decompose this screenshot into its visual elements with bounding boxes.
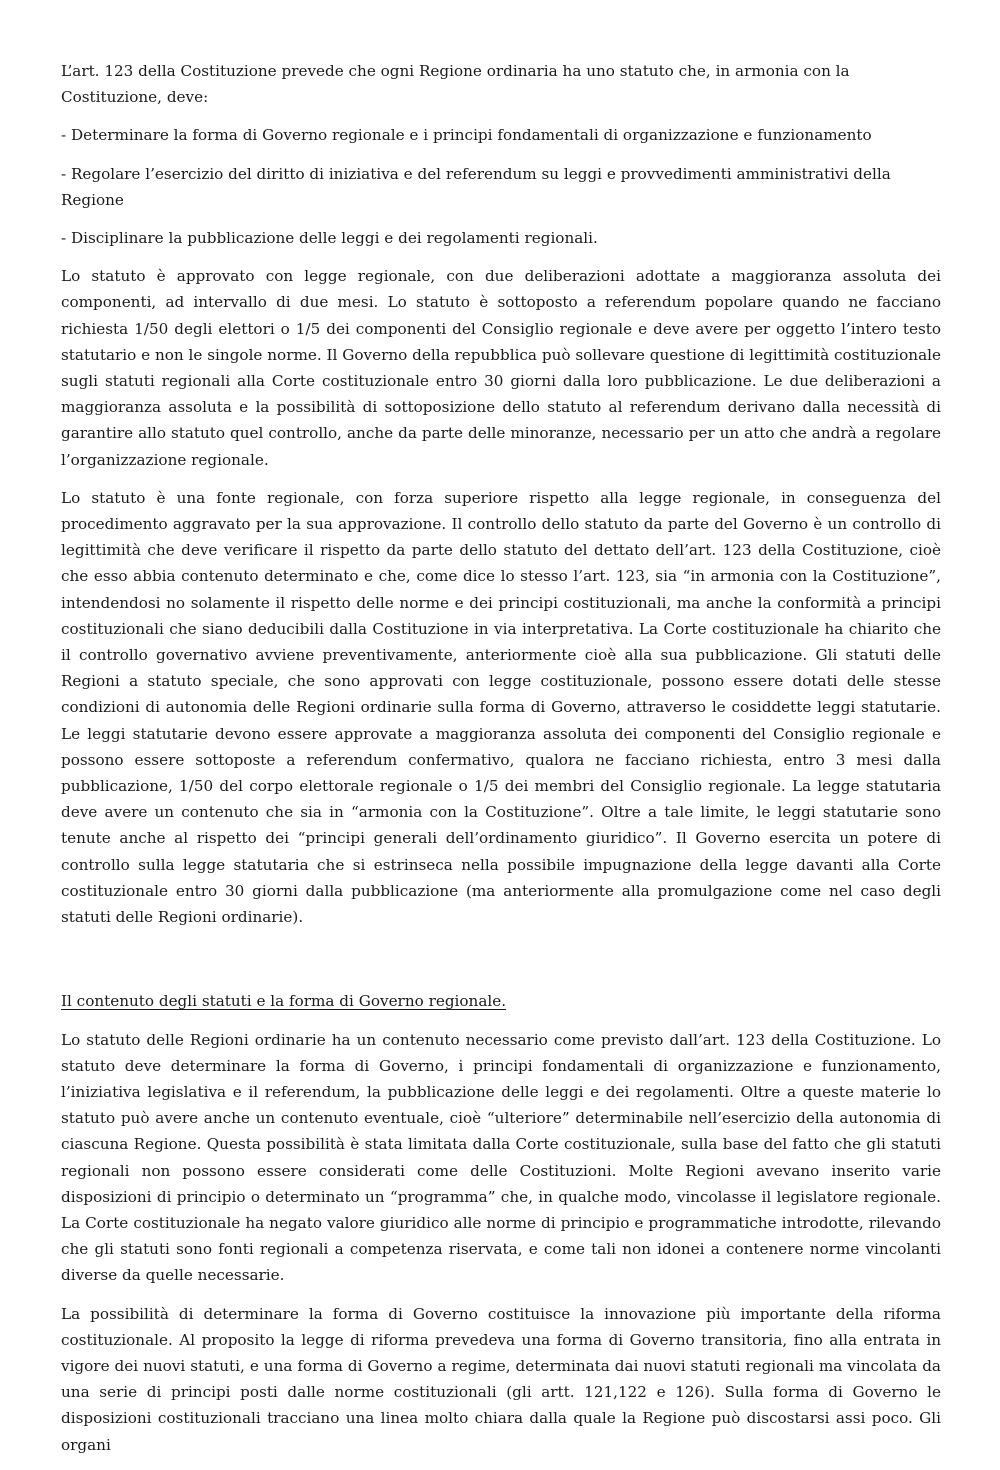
- body-paragraph: Lo statuto è una fonte regionale, con forza superiore rispetto alla legge regionale, in conseguenza del procedimento aggravato per la sua approvazione. Il controllo dello statuto da parte del Governo è un controllo di legittimità che deve verificare il rispetto da parte dello statuto del dettato dell’art. 123 della Costituzione, cioè che esso abbia contenuto determinato e che, come dice lo stesso l’art. 123, sia “in armonia con la Costituzione”, intendendosi no solamente il rispetto delle norme e dei principi costituzionali, ma anche la conformità a principi costituzionali che siano deducibili dalla Costituzione in via interpretativa. La Corte costituzionale ha chiarito che il controllo governativo avviene preventivamente, anteriormente cioè alla sua pubblicazione. Gli statuti delle Regioni a statuto speciale, che sono approvati con legge costituzionale, possono essere dotati delle stesse condizioni di autonomia delle Regioni ordinarie sulla forma di Governo, attraverso le cosiddette leggi statutarie. Le leggi statutarie devono essere approvate a maggioranza assoluta dei componenti del Consiglio regionale e possono essere sottoposte a referendum confermativo, qualora ne facciano richiesta, entro 3 mesi dalla pubblicazione, 1/50 del corpo elettorale regionale o 1/5 dei membri del Consiglio regionale. La legge statutaria deve avere un contenuto che sia in “armonia con la Costituzione”. Oltre a tale limite, le leggi statutarie sono tenute anche al rispetto dei “principi generali dell’ordinamento giuridico”. Il Governo esercita un potere di controllo sulla legge statutaria che si estrinseca nella possibile impugnazione della legge davanti alla Corte costituzionale entro 30 giorni dalla pubblicazione (ma anteriormente alla promulgazione come nel caso degli statuti delle Regioni ordinarie).: [61, 488, 941, 927]
- body-paragraph: Lo statuto delle Regioni ordinarie ha un contenuto necessario come previsto dall’art. 123 della Costituzione. Lo statuto deve determinare la forma di Governo, i principi fondamentali di organizzazione e funzionamento, l’iniziativa legislativa e il referendum, la pubblicazione delle leggi e dei regolamenti. Oltre a queste materie lo statuto può avere anche un contenuto eventuale, cioè “ulteriore” determinabile nell’esercizio della autonomia di ciascuna Regione. Questa possibilità è stata limitata dalla Corte costituzionale, sulla base del fatto che gli statuti regionali non possono essere considerati come delle Costituzioni. Molte Regioni avevano inserito varie disposizioni di principio o determinato un “programma” che, in qualche modo, vincolasse il legislatore regionale. La Corte costituzionale ha negato valore giuridico alle norme di principio e programmatiche introdotte, rilevando che gli statuti sono fonti regionali a competenza riservata, e come tali non idonei a contenere norme vincolanti diverse da quelle necessarie.: [61, 1030, 941, 1285]
- list-item: - Regolare l’esercizio del diritto di iniziativa e del referendum su leggi e provvedimenti amministrativi della Regione: [61, 164, 891, 209]
- list-item: - Disciplinare la pubblicazione delle leggi e dei regolamenti regionali.: [61, 229, 598, 248]
- list-item: - Determinare la forma di Governo regionale e i principi fondamentali di organizzazione e funzionamento: [61, 126, 872, 145]
- body-paragraph: Lo statuto è approvato con legge regionale, con due deliberazioni adottate a maggioranza assoluta dei componenti, ad intervallo di due mesi. Lo statuto è sottoposto a referendum popolare quando ne facciano richiesta 1/50 degli elettori o 1/5 dei componenti del Consiglio regionale e deve avere per oggetto l’intero testo statutario e non le singole norme. Il Governo della repubblica può sollevare questione di legittimità costituzionale sugli statuti regionali alla Corte costituzionale entro 30 giorni dalla loro pubblicazione. Le due deliberazioni a maggioranza assoluta e la possibilità di sottoposizione dello statuto al referendum derivano dalla necessità di garantire allo statuto quel controllo, anche da parte delle minoranze, necessario per un atto che andrà a regolare l’organizzazione regionale.: [61, 267, 941, 469]
- body-paragraph: La possibilità di determinare la forma di Governo costituisce la innovazione più importante della riforma costituzionale. Al proposito la legge di riforma prevedeva una forma di Governo transitoria, fino alla entrata in vigore dei nuovi statuti, e una forma di Governo a regime, determinata dai nuovi statuti regionali ma vincolata da una serie di principi posti dalle norme costituzionali (gli artt. 121,122 e 126). Sulla forma di Governo le disposizioni costituzionali tracciano una linea molto chiara dalla quale la Regione può discostarsi assi poco. Gli organi: [61, 1304, 941, 1454]
- document-page: [61, 58, 941, 1470]
- section-heading: Il contenuto degli statuti e la forma di Governo regionale.: [61, 992, 507, 1011]
- intro-paragraph: L’art. 123 della Costituzione prevede che ogni Regione ordinaria ha uno statuto che, in armonia con la Costituzione, deve:: [61, 62, 850, 107]
